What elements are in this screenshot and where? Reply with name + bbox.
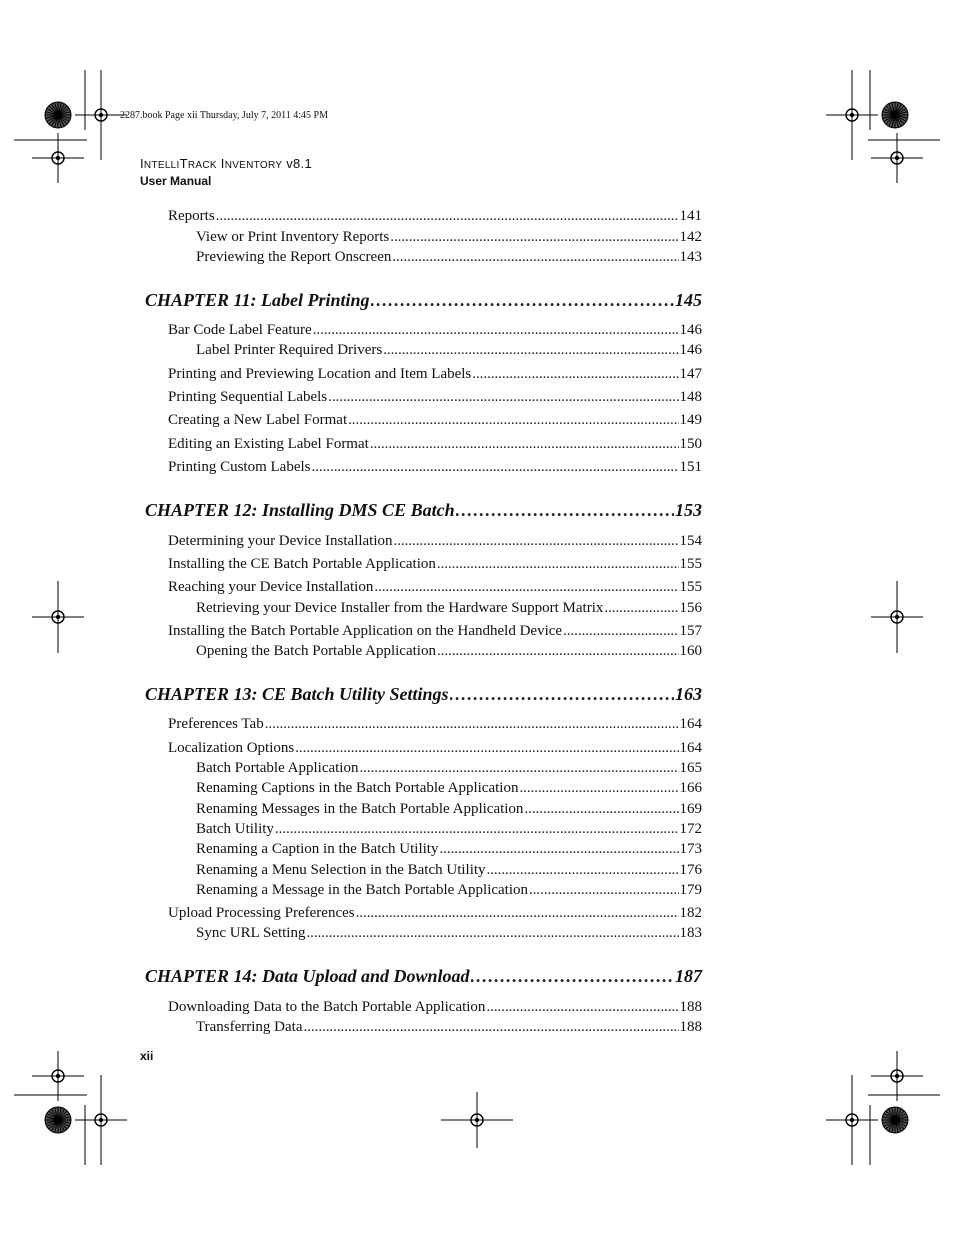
toc-entry-title: CHAPTER 14: Data Upload and Download [145,966,470,986]
toc-dot-leader [371,289,674,311]
registration-target-dot [850,1118,854,1122]
toc-page-number: 149 [679,412,702,428]
toc-section-entry[interactable] [168,739,702,757]
toc-dot-leader [392,248,678,266]
starburst-ray [49,1111,58,1120]
toc-dot-leader [265,715,679,733]
toc-page-number: 151 [679,459,702,475]
toc-entry-title: Renaming a Menu Selection in the Batch Utility [196,862,486,878]
toc-section-entry[interactable] [168,532,702,550]
toc-page-number: 141 [679,208,702,224]
starburst-ray [895,115,908,118]
toc-dot-leader [312,458,679,476]
toc-entry-title: Downloading Data to the Batch Portable Application [168,999,486,1015]
registration-target-dot [56,1074,60,1078]
starburst-ray [892,1107,895,1120]
toc-entry-title: CHAPTER 13: CE Batch Utility Settings [145,684,449,704]
toc-page-number: 164 [679,716,702,732]
toc-subsection-entry[interactable] [196,248,702,266]
starburst-ray [895,106,904,115]
toc-entry-title: Bar Code Label Feature [168,322,312,338]
registration-target-icon [891,611,903,623]
starburst-ray [47,1120,58,1127]
header-title-part: NTELLI [143,160,180,171]
starburst-ray [49,106,58,115]
starburst-ray [58,1107,61,1120]
toc-entry-title: Localization Options [168,740,295,756]
toc-subsection-entry[interactable] [196,820,702,838]
starburst-ray [58,115,67,124]
toc-section-entry[interactable] [168,321,702,339]
starburst-ray [886,1111,895,1120]
starburst-ray [895,115,898,128]
starburst-ray [47,109,58,116]
header-title-part: RACK [187,160,217,171]
registration-target-dot [56,156,60,160]
header-title-part: NVENTORY [224,160,283,171]
registration-target-icon [52,152,64,164]
starburst-ray [882,1120,895,1123]
toc-dot-leader [450,683,674,705]
toc-entry-title: Printing Custom Labels [168,459,311,475]
toc-page-number: 188 [679,999,702,1015]
toc-page-number: 157 [679,623,702,639]
toc-entry-title: Preferences Tab [168,716,264,732]
registration-target-dot [895,156,899,160]
starburst-ray [45,112,58,115]
starburst-ray [884,115,895,122]
starburst-ray [47,1114,58,1121]
starburst-ray [45,1120,58,1123]
toc-dot-leader [486,998,678,1016]
toc-page-number: 145 [675,290,702,310]
toc-subsection-entry[interactable] [196,1018,702,1036]
toc-entry-title: Creating a New Label Format [168,412,348,428]
toc-section-entry[interactable] [168,998,702,1016]
starburst-ray [889,1120,896,1131]
toc-entry-title: Determining your Device Installation [168,533,393,549]
starburst-ray [895,1120,908,1123]
toc-page-number: 160 [679,643,702,659]
toc-section-entry[interactable] [168,578,702,596]
starburst-ray [58,1109,65,1120]
toc-page-number: 187 [675,966,702,986]
toc-entry-title: Editing an Existing Label Format [168,436,369,452]
starburst-ray [895,1114,906,1121]
toc-section-entry[interactable] [168,904,702,922]
registration-target-icon [52,1070,64,1082]
toc-page-number: 150 [679,436,702,452]
toc-subsection-entry[interactable] [196,861,702,879]
registration-target-icon [52,611,64,623]
registration-target-icon [891,1070,903,1082]
registration-target-dot [99,1118,103,1122]
starburst-registration-icon [45,102,71,128]
starburst-ray [58,1120,65,1131]
starburst-ray [58,1120,67,1129]
toc-page-number: 163 [675,684,702,704]
registration-target-icon [95,109,107,121]
toc-page-number: 169 [679,801,702,817]
toc-page-number: 173 [679,841,702,857]
starburst-ray [58,115,69,122]
toc-page-number: 155 [679,556,702,572]
starburst-ray [889,115,896,126]
starburst-ray [889,104,896,115]
toc-subsection-entry[interactable] [196,341,702,359]
starburst-ray [895,115,906,122]
starburst-ray [886,1120,895,1129]
page-number: xii [140,1049,154,1063]
toc-subsection-entry[interactable] [196,759,702,777]
registration-target-dot [56,615,60,619]
toc-section-entry[interactable] [168,715,702,733]
toc-dot-leader [437,642,679,660]
starburst-ray [52,1109,59,1120]
toc-dot-leader [313,321,679,339]
starburst-ray [58,1120,69,1127]
toc-section-entry[interactable] [168,388,702,406]
starburst-ray [58,109,69,116]
starburst-ray [884,1120,895,1127]
toc-dot-leader [348,411,678,429]
registration-target-dot [850,113,854,117]
toc-subsection-entry[interactable] [196,228,702,246]
toc-page-number: 147 [679,366,702,382]
running-header-title [140,156,312,171]
print-timestamp-slug: 2287.book Page xii Thursday, July 7, 2011 4:45 PM [120,110,328,121]
toc-page-number: 146 [679,322,702,338]
registration-target-icon [846,109,858,121]
starburst-ray [58,1114,69,1121]
starburst-ray [58,1120,61,1133]
toc-subsection-entry[interactable] [196,924,702,942]
starburst-ray [55,1120,58,1133]
toc-subsection-entry[interactable] [196,599,702,617]
toc-dot-leader [487,861,679,879]
starburst-ray [49,1120,58,1129]
toc-dot-leader [472,365,678,383]
starburst-ray [47,115,58,122]
starburst-ray [892,115,895,128]
starburst-ray [892,102,895,115]
toc-section-entry[interactable] [168,435,702,453]
starburst-ray [884,109,895,116]
starburst-ray [58,104,65,115]
starburst-ray [889,1109,896,1120]
starburst-ray [895,1120,902,1131]
toc-entry-title: Printing and Previewing Location and Item Labels [168,366,472,382]
starburst-ray [45,115,58,118]
toc-page-number: 143 [679,249,702,265]
starburst-ray [892,1120,895,1133]
toc-dot-leader [563,622,678,640]
toc-page-number: 155 [679,579,702,595]
starburst-ray [52,115,59,126]
toc-page-number: 156 [679,600,702,616]
starburst-registration-icon [882,102,908,128]
starburst-ray [895,1111,904,1120]
toc-section-entry[interactable] [168,555,702,573]
registration-target-icon [846,1114,858,1126]
starburst-ray [52,1120,59,1131]
header-title-part: T [179,156,188,171]
registration-target-icon [471,1114,483,1126]
toc-dot-leader [390,228,678,246]
starburst-ray [58,1111,67,1120]
toc-page-number: 148 [679,389,702,405]
toc-page-number: 142 [679,229,702,245]
toc-subsection-entry[interactable] [196,881,702,899]
starburst-ray [895,1120,898,1133]
starburst-ray [55,1107,58,1120]
toc-dot-leader [370,435,679,453]
toc-dot-leader [519,779,678,797]
toc-entry-title: Batch Portable Application [196,760,359,776]
starburst-ray [49,115,58,124]
registration-target-dot [99,113,103,117]
toc-page-number: 182 [679,905,702,921]
starburst-ray [895,1117,908,1120]
starburst-ray [895,1120,904,1129]
toc-dot-leader [359,759,678,777]
toc-entry-title: Renaming Messages in the Batch Portable Application [196,801,524,817]
toc-dot-leader [304,1018,679,1036]
toc-section-entry[interactable] [168,207,702,225]
toc-section-entry[interactable] [168,365,702,383]
starburst-ray [58,1117,71,1120]
toc-dot-leader [529,881,678,899]
starburst-ray [895,104,902,115]
starburst-ray [45,1117,58,1120]
toc-page-number: 154 [679,533,702,549]
toc-dot-leader [275,820,679,838]
toc-dot-leader [306,924,678,942]
toc-entry-title: CHAPTER 12: Installing DMS CE Batch [145,500,455,520]
starburst-ray [882,1117,895,1120]
toc-page-number: 172 [679,821,702,837]
toc-subsection-entry[interactable] [196,800,702,818]
starburst-ray [58,115,71,118]
toc-dot-leader [383,341,678,359]
toc-dot-leader [394,532,679,550]
toc-entry-title: Transferring Data [196,1019,303,1035]
toc-dot-leader [471,965,674,987]
toc-entry-title: Renaming Captions in the Batch Portable Application [196,780,519,796]
toc-page-number: 146 [679,342,702,358]
starburst-ray [55,115,58,128]
toc-dot-leader [374,578,678,596]
starburst-ray [895,109,906,116]
registration-target-dot [895,615,899,619]
toc-page-number: 176 [679,862,702,878]
toc-dot-leader [437,555,679,573]
toc-chapter-heading[interactable] [145,965,702,987]
toc-page-number: 166 [679,780,702,796]
running-header-subtitle: User Manual [140,174,212,188]
starburst-ray [895,1107,898,1120]
starburst-registration-icon [45,1107,71,1133]
toc-dot-leader [524,800,678,818]
starburst-ray [58,106,67,115]
toc-entry-title: View or Print Inventory Reports [196,229,390,245]
toc-page-number: 188 [679,1019,702,1035]
toc-entry-title: Batch Utility [196,821,274,837]
header-title-part: v8.1 [282,156,312,171]
starburst-ray [886,106,895,115]
toc-page-number: 179 [679,882,702,898]
starburst-ray [895,115,902,126]
toc-entry-title: Printing Sequential Labels [168,389,328,405]
starburst-ray [895,1120,906,1127]
toc-page-number: 153 [675,500,702,520]
toc-dot-leader [295,739,678,757]
toc-subsection-entry[interactable] [196,642,702,660]
toc-entry-title: Label Printer Required Drivers [196,342,383,358]
toc-dot-leader [328,388,678,406]
header-title-part: I [216,156,225,171]
registration-target-dot [475,1118,479,1122]
starburst-ray [884,1114,895,1121]
toc-section-entry[interactable] [168,411,702,429]
starburst-ray [895,1109,902,1120]
starburst-ray [882,112,895,115]
toc-chapter-heading[interactable] [145,683,702,705]
toc-dot-leader [356,904,679,922]
starburst-ray [58,115,61,128]
header-title-part: I [140,156,144,171]
toc-entry-title: Installing the CE Batch Portable Application [168,556,436,572]
registration-target-dot [895,1074,899,1078]
toc-chapter-heading[interactable] [145,289,702,311]
starburst-ray [895,112,908,115]
toc-page-number: 164 [679,740,702,756]
starburst-ray [55,102,58,115]
registration-target-icon [891,152,903,164]
toc-dot-leader [216,207,679,225]
toc-entry-title: Renaming a Caption in the Batch Utility [196,841,439,857]
starburst-registration-icon [882,1107,908,1133]
toc-entry-title: Upload Processing Preferences [168,905,355,921]
starburst-ray [58,1120,71,1123]
toc-entry-title: Previewing the Report Onscreen [196,249,392,265]
toc-dot-leader [439,840,678,858]
toc-entry-title: Installing the Batch Portable Application on the Handheld Device [168,623,563,639]
toc-entry-title: Reaching your Device Installation [168,579,374,595]
toc-entry-title: Opening the Batch Portable Application [196,643,436,659]
toc-entry-title: Sync URL Setting [196,925,306,941]
starburst-ray [882,115,895,118]
toc-chapter-heading[interactable] [145,499,702,521]
toc-dot-leader [604,599,678,617]
toc-entry-title: Retrieving your Device Installer from the Hardware Support Matrix [196,600,604,616]
toc-entry-title: Reports [168,208,215,224]
starburst-ray [58,115,65,126]
registration-target-icon [95,1114,107,1126]
toc-section-entry[interactable] [168,622,702,640]
toc-entry-title: Renaming a Message in the Batch Portable Application [196,882,529,898]
toc-subsection-entry[interactable] [196,840,702,858]
toc-page-number: 183 [679,925,702,941]
toc-subsection-entry[interactable] [196,779,702,797]
starburst-ray [58,112,71,115]
toc-section-entry[interactable] [168,458,702,476]
starburst-ray [58,102,61,115]
starburst-ray [52,104,59,115]
toc-page-number: 165 [679,760,702,776]
starburst-ray [895,102,898,115]
starburst-ray [895,115,904,124]
toc-entry-title: CHAPTER 11: Label Printing [145,290,370,310]
toc-dot-leader [456,499,674,521]
starburst-ray [886,115,895,124]
